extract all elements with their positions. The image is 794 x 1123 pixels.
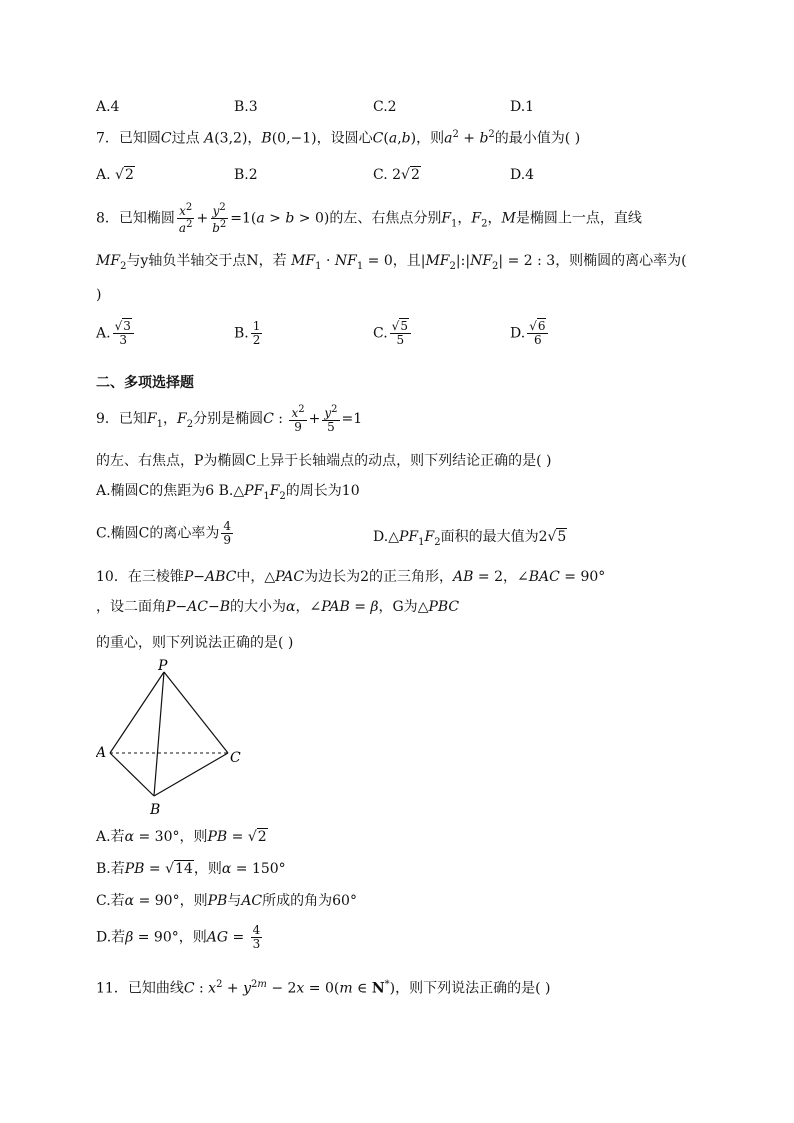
q10-option-text: C.若 (96, 893, 125, 909)
q10-option-b: B.若PB = √14，则α = 150° (96, 861, 286, 877)
edge-pb (154, 672, 164, 796)
q8-text: 8．已知椭圆 (96, 210, 175, 227)
q9-option-c-text: C.椭圆C的离心率为 (96, 525, 220, 542)
q7-option-c-label: C. 2 (373, 167, 402, 183)
q7-stem: 7．已知圆C过点 A(3,2)，B(0,−1)，设圆心C(a,b)，则$a^2 + b^2$的最小值为( ) (96, 129, 581, 147)
q8-option-c: C. $\frac{√5}{5}$ (373, 320, 413, 347)
q7-option-a: A. √2 (96, 167, 134, 183)
edge-pc (164, 672, 228, 753)
q8-option-a-label: A. (96, 325, 111, 342)
q8-option-a: A. $\frac{√3}{3}$ (96, 320, 136, 347)
q10-text: ，G为 (378, 599, 418, 615)
q8-line3: ) (96, 287, 102, 303)
q10-option-text: A.若 (96, 829, 125, 845)
q9-option-b-text: 的周长为10 (285, 483, 360, 499)
q11-stem: 11．已知曲线C : $x^2 + y^{2m} - 2x = 0(m$ ∈ N*)，则下列说法正确的是( ) (96, 979, 551, 997)
q9-options-cd (96, 516, 716, 552)
label-b: B (150, 802, 161, 818)
q7-stem-text: ，则 (416, 130, 445, 147)
q6-option-a: A.4 (96, 99, 120, 115)
q7-option-b: B.2 (234, 167, 258, 183)
q10-option-text: ，则 (179, 829, 208, 845)
edge-ab (110, 753, 154, 796)
q9-line2: 的左、右焦点，P为椭圆C上异于长轴端点的动点，则下列结论正确的是( ) (96, 453, 552, 469)
q9-option-d: $D.\triangle PF_1F_2$面积的最大值为2√5 (373, 529, 567, 548)
q8-option-d-label: D. (510, 325, 526, 342)
q8-line2: $MF_2$与y轴负半轴交于点N，若 $MF_1 \cdot NF_1 = 0$，且$|MF_2|:|NF_2| = 2$ : 3，则椭圆的离心率为( (96, 253, 687, 272)
q7-stem-text: 的最小值为( ) (494, 130, 581, 147)
q10-text: 10．在三棱锥 (96, 569, 184, 585)
q9-text: 9．已知 (96, 411, 147, 428)
q8-option-b-label: B. (234, 325, 249, 342)
q10-line1: 10．在三棱锥P−ABC中，△PAC为边长为2的正三角形，AB = 2，∠BAC = 90° (96, 569, 606, 585)
section-heading: 二、多项选择题 (96, 375, 194, 391)
q9-option-c: C.椭圆C的离心率为 $\frac{4}{9}$ (96, 519, 232, 548)
q8-text: ，且 (392, 253, 421, 269)
q8-option-c-label: C. (373, 325, 388, 342)
q8-options (96, 318, 716, 358)
q10-option-text: ，则 (178, 929, 207, 946)
q10-option-d: D.若β = 90°，则AG = $\frac{4}{3}$ (96, 923, 261, 952)
q6-option-c: C.2 (373, 99, 397, 115)
q9-option-d-label: D. (373, 529, 389, 545)
edge-bc (154, 753, 228, 796)
q6-option-b: B.3 (234, 99, 258, 115)
label-c: C (230, 750, 241, 766)
q10-option-c: C.若α = 90°，则PB与AC所成的角为60° (96, 893, 357, 909)
q7-option-a-label: A. (96, 167, 116, 183)
q8-option-b: B. $\frac{1}{2}$ (234, 319, 261, 348)
q9-option-d-text: 面积的最大值为 (440, 529, 539, 545)
q7-stem-text: 7．已知圆 (96, 130, 161, 147)
q11-text: ，则下列说法正确的是( ) (395, 980, 551, 997)
q7-stem-text: ，设圆心 (316, 130, 373, 147)
q9-option-b-label: B. (218, 483, 234, 499)
q10-text: 的大小为 (230, 599, 287, 615)
q9-text: 分别是椭圆 (193, 411, 264, 428)
label-a: A (96, 745, 107, 761)
q10-text: 为边长为2的正三角形， (304, 569, 454, 585)
q9-options-ab (96, 484, 360, 502)
q6-option-d: D.1 (510, 99, 535, 115)
q10-line2: ，设二面角P−AC−B的大小为α，∠PAB = β，G为△PBC (96, 599, 460, 615)
q8-line1: 8．已知椭圆 $\frac{x^2}{a^2}$ + $\frac{y^2}{b^2}$ =1(a > b > 0)的左、右焦点分别$F_1$，$F_2$，M是椭圆上一点，直线 (96, 202, 642, 236)
q7-option-c: C. 2√2 (373, 167, 420, 183)
q9-option-a: A.椭圆C的焦距为6 (96, 483, 215, 499)
q9-option-b: $B.\triangle PF_1F_2$的周长为10 (218, 483, 360, 502)
q9-line1: 9．已知$F_1$，$F_2$分别是椭圆C : $\frac{x^2}{9}$ + $\frac{y^2}{5}$ =1 (96, 404, 363, 435)
q10-text: ，设二面角 (96, 599, 166, 615)
q10-text: 中， (236, 569, 265, 585)
q10-option-text: 与 (227, 893, 242, 909)
q10-option-text: D.若 (96, 929, 126, 946)
q7-option-d: D.4 (510, 167, 535, 183)
tetrahedron-figure (96, 658, 256, 818)
q7-stem-text: 过点 (171, 130, 200, 147)
q11-text: 11．已知曲线 (96, 980, 184, 997)
q10-option-text: 所成的角为 (262, 893, 333, 909)
q10-option-text: ，则 (179, 893, 208, 909)
q8-text: 是椭圆上一点，直线 (515, 210, 642, 227)
q8-text: 的左、右焦点分别 (329, 210, 442, 227)
q8-text: 与y轴负半轴交于点N，若 (126, 253, 287, 269)
q10-option-a: A.若α = 30°，则PB = √2 (96, 829, 267, 845)
q8-text: ，则椭圆的离心率为( (555, 253, 687, 269)
q10-option-text: ，则 (193, 861, 222, 877)
q8-option-d: D. $\frac{√6}{6}$ (510, 320, 550, 347)
q10-option-text: B.若 (96, 861, 125, 877)
q10-line3: 的重心，则下列说法正确的是( ) (96, 635, 294, 651)
edge-pa (110, 672, 164, 753)
label-p: P (158, 658, 168, 674)
